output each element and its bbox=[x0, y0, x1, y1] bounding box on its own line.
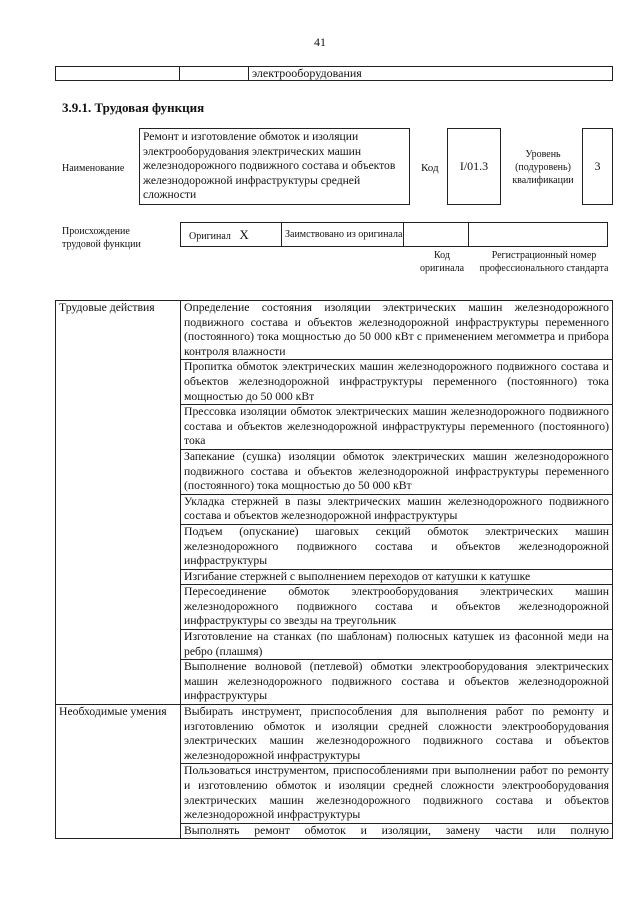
function-name-box: Ремонт и изготовление обмоток и изоляции электрооборудования электрических машин железнодорожного подвижного состава и объектов железнодорожной инфраструктуры средней сложности bbox=[139, 128, 410, 205]
labor-action-text: Запекание (сушка) изоляции обмоток электрических машин железнодорожного подвижного состава и объектов железнодорожной инфраструктуры переменного (постоянного) тока мощностью до 50 000 кВт bbox=[181, 449, 613, 494]
borrowed-cell: Заимствовано из оригинала bbox=[282, 223, 404, 247]
origin-table bbox=[180, 222, 608, 247]
level-value-box bbox=[582, 128, 613, 205]
registration-number-cell bbox=[469, 223, 608, 247]
labor-actions-label: Трудовые действия bbox=[56, 301, 181, 705]
empty-cell bbox=[180, 67, 249, 81]
labor-action-text: Пересоединение обмоток электрооборудования электрических машин железнодорожного подвижного состава и объектов железнодорожной инфраструктуры со звезды на треугольник bbox=[181, 585, 613, 630]
labor-action-text: Определение состояния изоляции электрических машин железнодорожного подвижного состава и объектов железнодорожной инфраструктуры переменного (постоянного) тока мощностью до 50 000 кВт с применением мегомметра и прибора контроля влажности bbox=[181, 301, 613, 360]
original-cell bbox=[181, 223, 282, 247]
skills-label: Необходимые умения bbox=[56, 705, 181, 839]
level-value: 3 bbox=[594, 159, 601, 173]
skill-text: Выбирать инструмент, приспособления для выполнения работ по ремонту и изготовлению обмоток и изоляции средней сложности электрооборудования электрических машин железнодорожного подвижного состава и объектов железнодорожной инфраструктуры bbox=[181, 705, 613, 764]
labor-action-text: Укладка стержней в пазы электрических машин железнодорожного подвижного состава и объектов железнодорожной инфраструктуры bbox=[181, 494, 613, 524]
labor-action-text: Пропитка обмоток электрических машин железнодорожного подвижного состава и объектов железнодорожной инфраструктуры переменного (постоянного) тока мощностью до 50 000 кВт bbox=[181, 360, 613, 405]
registration-number-caption: Регистрационный номер профессионального стандарта bbox=[479, 250, 609, 274]
labor-action-text: Изготовление на станках (по шаблонам) полюсных катушек из фасонной меди на ребро (плашмя) bbox=[181, 630, 613, 660]
continuation-cell-text: электрооборудования bbox=[249, 67, 613, 81]
origin-row bbox=[181, 223, 608, 247]
code-value: I/01.3 bbox=[459, 159, 489, 173]
level-label: Уровень (подуровень) квалификации bbox=[512, 149, 574, 186]
empty-cell bbox=[56, 67, 180, 81]
labor-action-text: Подъем (опускание) шаговых секций обмоток электрических машин железнодорожного подвижного состава и объектов железнодорожной инфраструктуры bbox=[181, 524, 613, 569]
labor-action-text: Прессовка изоляции обмоток электрических машин железнодорожного подвижного состава и объектов железнодорожной инфраструктуры переменного (постоянного) тока bbox=[181, 405, 613, 450]
continuation-row-table bbox=[55, 66, 613, 81]
name-label: Наименование bbox=[62, 163, 125, 174]
function-details-table bbox=[55, 300, 613, 839]
code-value-box bbox=[447, 128, 501, 205]
original-code-cell bbox=[404, 223, 469, 247]
skill-row bbox=[56, 705, 613, 764]
labor-action-row bbox=[56, 301, 613, 360]
labor-action-text: Изгибание стержней с выполнением переходов от катушки к катушке bbox=[181, 569, 613, 585]
skill-text: Выполнять ремонт обмоток и изоляции, замену части или полную bbox=[181, 823, 613, 839]
original-label: Оригинал bbox=[189, 230, 231, 242]
code-label: Код bbox=[421, 162, 439, 174]
original-mark: X bbox=[239, 226, 249, 242]
section-title: 3.9.1. Трудовая функция bbox=[62, 100, 205, 115]
labor-action-text: Выполнение волновой (петлевой) обмотки электрооборудования электрических машин железнодорожного подвижного состава и объектов железнодорожной инфраструктуры bbox=[181, 660, 613, 705]
origin-label: Происхождение трудовой функции bbox=[62, 226, 141, 250]
original-code-caption: Код оригинала bbox=[419, 250, 465, 274]
continuation-row bbox=[56, 67, 613, 81]
page-number: 41 bbox=[314, 35, 326, 49]
skill-text: Пользоваться инструментом, приспособлениями при выполнении работ по ремонту и изготовлению обмоток и изоляции средней сложности электрооборудования электрических машин железнодорожного подвижного состава и объектов железнодорожной инфраструктуры bbox=[181, 764, 613, 823]
